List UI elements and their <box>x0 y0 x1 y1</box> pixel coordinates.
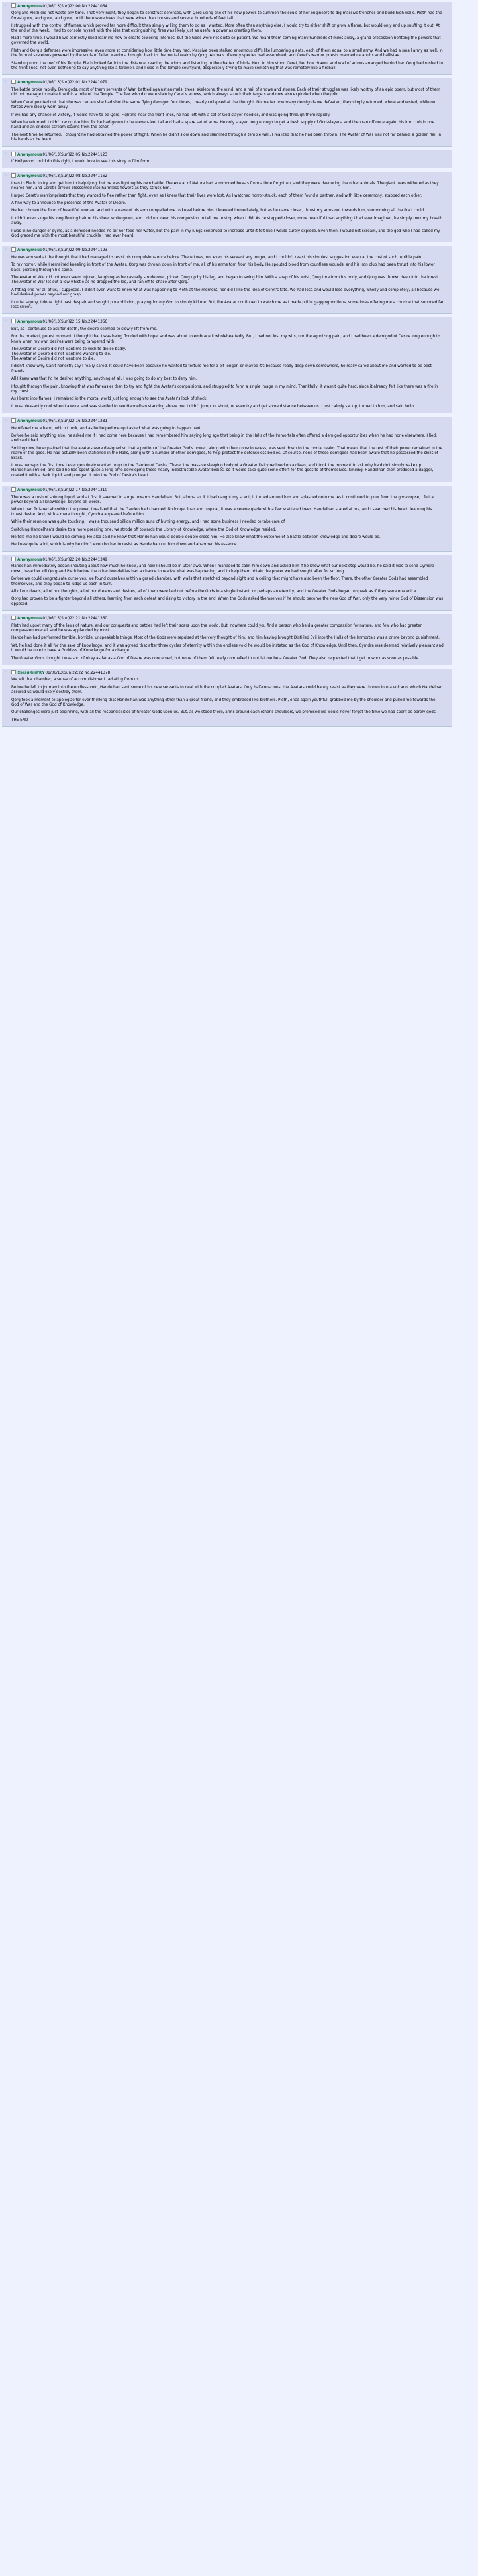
post-date: 01/06/13(Sun)22:16 <box>42 419 81 424</box>
reply-post <box>2 669 452 727</box>
post-paragraph: I ran to Pleth, to try and get him to help Qorg, but he was fighting his own battle. The Avatar of Nature had summoned beasts from a time forgotten, and they were devouring the other animals. The giant trees withered as they neared him, and Ceret's arrows blossomed into harmless flowers as they struck him. <box>11 181 439 191</box>
post-body <box>11 678 444 723</box>
post-number-link[interactable]: No.22441378 <box>84 671 111 675</box>
post-paragraph: When Ceret pointed out that she was certain she had shot the same flying demigod four times, I nearly collapsed at the thought. No matter how many demigods we defeated, they simply returned, whole and rested, while our forces were slowly worn away. <box>11 100 437 110</box>
post-paragraph: He was amused at the thought that I had managed to resist his compulsions once before. There I was, not even his servant any longer, and I couldn't resist his simplest suggestion even at the cost of such terrible pain. <box>11 255 423 260</box>
post-number-link[interactable]: No.22441360 <box>81 617 107 621</box>
poster-name: Anonymous <box>17 81 42 85</box>
post-body <box>11 88 444 143</box>
poster-name: Anonymous <box>17 557 42 562</box>
post-paragraph: Handelhan had performed terrible, horrible, unspeakable things. Most of the Gods were repulsed at the very thought of him, and him having brought Distilled Evil into the Halls of the Immortals was a crime beyond punishment. <box>11 636 440 641</box>
post-select-checkbox[interactable] <box>11 670 16 674</box>
post-number-link[interactable]: No.22441310 <box>81 488 107 493</box>
post-paragraph: He told me he knew I would be coming. He also said he knew that Handelhan would double-double cross him. He also knew what the outcome of a battle between knowledge and desire would be. <box>11 535 381 540</box>
post-paragraph: When I had finished absorbing the power, I realized that the Garden had changed. No longer lush and tropical, it was a serene glade with a few scattered trees. Handelhan stared at me, and I searched his heart, learning his truest desire. And, with a mere thought, Cymdra appeared before him. <box>11 508 432 517</box>
post-date: 01/06/13(Sun)22:15 <box>42 320 81 325</box>
post-number-link[interactable]: No.22441281 <box>81 419 107 424</box>
post-paragraph: For the briefest, purest moment, I thought that I was being flooded with hope, and was about to embrace it wholeheartedly. But, I had not lost my wits, nor the agonizing pain, and I had been a demigod of Desire long enough to know when my own desires were being tampered with. <box>11 335 440 344</box>
post-paragraph: I didn't know why. Can't honestly say I really cared. It could have been because he wanted to torture me for a bit longer, or maybe it's because really deep down somewhere, he really cared about me and wanted to be best friends. <box>11 364 432 374</box>
post-number-link[interactable]: No.22441123 <box>81 152 107 157</box>
post-paragraph: The Avatar of War did not even seem injured, laughing as he casually strode over, picked Qorg up by his leg, and began to swing him. With a snap of his wrist, Qorg tore from his body, and Qorg was thrown deep into the forest. The Avatar of War let out a low whistle as he dropped the leg, and ran off to chase after Qorg. <box>11 276 440 285</box>
post-select-checkbox[interactable] <box>11 80 16 84</box>
post-number-link[interactable]: No.22441162 <box>81 174 107 179</box>
poster-name: Anonymous <box>17 248 42 253</box>
poster-name: Anonymous <box>17 174 42 179</box>
poster-name: Anonymous <box>17 419 42 424</box>
post-paragraph: THE END <box>11 718 28 722</box>
reply-arrow-icon: » <box>4 150 7 156</box>
reply-arrow-icon: » <box>4 318 7 324</box>
reply-post <box>2 486 452 552</box>
reply-arrow-icon: » <box>4 246 7 252</box>
post-paragraph: It was perhaps the first time I ever genuinely wanted to go to the Garden of Desire. There, the massive sleeping body of a Greater Deity reclined on a divan, and I took the moment to ask why he didn't simply wake up. Handelhan smiled, and said he had spent quite a long time developing those nearly-indestructible Avatar bodies, so it would take quite some effort for the gods to of themselves. Smiling, Handelhan then produced a dagger, coated it with a dark liquid, and plunged it into the God of Desire's heart. <box>11 464 434 478</box>
post-paragraph: Qorg and Pleth did not waste any time. That very night, they began to construct defenses, with Qorg using one of his new powers to summon the souls of her engineers to dig massive trenches and build high walls. Pleth had the forest grow, and grow, and grow, until there were trees that were wider than houses and several hundreds of feet tall. <box>11 11 442 21</box>
post-select-checkbox[interactable] <box>11 319 16 323</box>
post-paragraph: When he returned, I didn't recognize him, for he had grown to be eleven-feet tall and had a spare set of arms. He only stayed long enough to get a fresh supply of God-slayers, and then ran off once again, his iron club in one hand and an endless scream issuing from the other. <box>11 120 435 130</box>
reply-post <box>2 246 452 314</box>
post-header <box>11 319 444 325</box>
reply-post <box>2 614 452 665</box>
post-body <box>11 11 444 71</box>
post-paragraph: All of our deeds, all of our thoughts, all of our dreams and desires, all of them were laid out before the Gods in a single instant, or perhaps an eternity, and the Greater Gods began to speak as if they were one voice. <box>11 589 418 594</box>
post-date: 01/06/13(Sun)22:00 <box>42 5 81 9</box>
reply-arrow-icon: » <box>4 3 7 8</box>
post-paragraph: All I knew was that I'd he desired anything, anything at all, I was going to do my best to deny him. <box>11 377 197 382</box>
poster-name: Anonymous <box>17 152 42 157</box>
post-date: 01/06/13(Sun)22:21 <box>42 617 81 621</box>
post-paragraph: Before we could congratulate ourselves, we found ourselves within a grand chamber, with walls that stretched beyond sight and a ceiling that might have also been the floor. There, the other Greater Gods had assembled themselves, and they began to judge us each in turn. <box>11 577 428 586</box>
post-date: 01/06/13(Sun)22:17 <box>42 488 81 493</box>
post-paragraph: The Greater Gods thought I was sort of okay as far as a God of Desire was concerned, but none of them felt really compelled to not let me be a Greater God. They also requested that I get to work as soon as possible. <box>11 656 420 661</box>
post-number-link[interactable]: No.22441064 <box>81 5 107 9</box>
post-paragraph: Yet, he had done it all for the sake of knowledge, and it was agreed that after three cycles of eternity within the endless void he would be instated as the God of Knowledge. Until then, Cymdra was deemed relatively pleasant and it would be nice to have a Goddess of Knowledge for a change. <box>11 643 444 653</box>
post-header <box>11 670 444 676</box>
post-header <box>11 247 444 253</box>
post-header <box>11 173 444 179</box>
post-body <box>11 327 444 409</box>
poster-name: Anonymous <box>17 617 42 621</box>
post-date: 01/06/13(Sun)22:22 <box>45 671 83 675</box>
post-body <box>11 564 444 607</box>
poster-name: Anonymous <box>17 320 42 325</box>
reply-post <box>2 78 452 146</box>
post-paragraph: We left that chamber, a sense of accomplishment radiating from us. <box>11 678 140 682</box>
post-paragraph: Standing upon the roof of his Temple, Pleth looked far into the distance, reading the winds and listening to the chatter of birds. Next to him stood Ceret, her bow drawn, and wall of arrows arranged behind her. Qorg had rushed to the front lines, not even bothering to say anything like a farewell, and I was in the Temple courtyard, desperately trying to make something that was remotely like a fireball. <box>11 61 443 71</box>
post-paragraph: Qorg had proven to be a fighter beyond all others, learning from each defeat and rising to victory in the end. When the Gods asked themselves if he should become the new God of War, only the very minor God of Dissension was opposed. <box>11 597 444 606</box>
post-paragraph: It was pleasantly cool when I awoke, and was startled to see Handelhan standing above me. I didn't jump, or shout, or even try and get some distance between us. I just calmly sat up, turned to him, and said hello. <box>11 404 415 409</box>
post-select-checkbox[interactable] <box>11 173 16 178</box>
post-paragraph: In utter agony, I done right past despair and sought pure oblivion, praying for my God to simply kill me. But, the Avatar continued to watch me as I made pitiful gagging motions, sometimes offering me a chuckle that sounded far less sweet. <box>11 300 444 310</box>
reply-post <box>2 555 452 611</box>
post-body <box>11 427 444 479</box>
post-paragraph: He had chosen the form of beautiful woman, and with a wave of his arm compelled me to kneel before him. I kneeled immediately, but as he came closer, thrust my arms out towards him, summoning all the fire I could. <box>11 209 425 213</box>
reply-arrow-icon: » <box>4 79 7 85</box>
post-paragraph: The next time he returned, I thought he had obtained the power of flight. When he didn't slow down and slammed through a temple wall, I realized that he had been thrown. The Avatar of War was not far behind, a golden flail in his hands as he leapt. <box>11 133 442 142</box>
post-paragraph: Switching Handelhan's desire to a more pressing one, we strode off towards the Library of Knowledge, where the God of Knowledge resided. <box>11 527 277 532</box>
post-select-checkbox[interactable] <box>11 3 16 8</box>
post-number-link[interactable]: No.22441079 <box>81 81 107 85</box>
reply-post <box>2 317 452 413</box>
post-date: 01/06/13(Sun)22:20 <box>42 557 81 562</box>
post-header <box>11 152 444 158</box>
post-paragraph: A fitting end for all of us, I supposed. I didn't even want to know what was happening to Pleth at the moment, nor did I like the idea of Ceret's fate. We had lost, and would lose everything, wholly and completely, all because we had desired power beyond our grasp. <box>11 288 440 297</box>
reply-arrow-icon: » <box>4 486 7 492</box>
post-paragraph: Pleth had upset many of the laws of nature, and our conquests and battles had left their scars upon the world. But, nowhere could you find a person who held a greater compassion for nature, and few who had greater compassion overall, and he was applauded by most. <box>11 623 422 633</box>
post-header <box>11 616 444 621</box>
post-select-checkbox[interactable] <box>11 152 16 156</box>
post-number-link[interactable]: No.22441349 <box>81 557 107 562</box>
post-paragraph: The Avatar of Desire did not want me to wish to die so badly. The Avatar of Desire did not want me wanting to die. The Avatar of Desire did not want me to die. <box>11 347 126 361</box>
reply-post <box>2 172 452 242</box>
reply-post <box>2 417 452 482</box>
post-paragraph: But, as I continued to ask for death, the desire seemed to slowly lift from me. <box>11 327 158 331</box>
post-header <box>11 418 444 424</box>
post-select-checkbox[interactable] <box>11 616 16 620</box>
post-select-checkbox[interactable] <box>11 557 16 561</box>
reply-arrow-icon: » <box>4 555 7 561</box>
post-date: 01/06/13(Sun)22:08 <box>42 174 81 179</box>
reply-post <box>2 150 452 169</box>
reply-arrow-icon: » <box>4 669 7 674</box>
post-paragraph: He knew quite a lot, which is why he didn't even bother to resist as Handelhan cut him down and absorbed his essence. <box>11 543 238 547</box>
post-body <box>11 160 444 164</box>
post-paragraph: Smiling now, he explained that the avatars were designed so that a portion of the Greater God's power, along with their consciousness, was sent down to the mortal realm. That meant that the rest of their power remained in the realm of the gods. He had actually been stationed in the Halls, along with a number of other demigods, to help protect the defenseless bodies. Of course, none of these demigods had been aware that he possessed the skills of Brask. <box>11 446 442 460</box>
poster-name: Anonymous <box>17 5 42 9</box>
post-paragraph: He offered me a hand, which I took, and as he helped me up I asked what was going to happen next. <box>11 426 202 431</box>
post-paragraph: Pleth and Qorg's defenses were impressive, even more so considering how little time they had. Massive trees stalked enormous cliffs like lumbering giants, each of them equal to a small army. And we had a small army as well, in the form of skeletons powered by the souls of fallen warriors, brought back to the mortal realm by Qorg. Animals of every species had assembled, and Ceret's warrior priests manned catapults and ballistae. <box>11 48 443 58</box>
post-select-checkbox[interactable] <box>11 487 16 492</box>
poster-name: !!jesuKmPKY <box>17 671 45 675</box>
post-paragraph: If we had any chance of victory, it would have to be Qorg. Fighting near the front lines, he had left with a set of God-slayer needles, and was going through them rapidly. <box>11 113 330 117</box>
post-paragraph: I urged Ceret's warrior-priests that they wanted to flee rather than fight, even as I knew that their lives were lost. As I watched horror-struck, each of them found a partner, and with little ceremony, stabbed each other. <box>11 193 422 198</box>
post-body <box>11 624 444 661</box>
reply-arrow-icon: » <box>4 615 7 621</box>
post-paragraph: There was a rush of shining liquid, and at first it seemed to surge towards Handelhan. But, almost as if it had caught my scent, it turned around him and splashed onto me. As it continued to pour from the god-corpse, I felt a power beyond all knowledge, beyond all words. <box>11 495 434 505</box>
post-paragraph: As I burst into flames, I remained in the mortal world just long enough to see the Avatar's look of shock. <box>11 397 208 402</box>
post-paragraph: Before he said anything else, he asked me if I had come here because I had remembered him saying long ago that being in the Halls of the Immortals often offered a demigod opportunities when he had none elsewhere. I lied, and said I had. <box>11 433 437 443</box>
post-body <box>11 182 444 239</box>
post-date: 01/06/13(Sun)22:09 <box>42 248 81 253</box>
post-header <box>11 80 444 85</box>
post-number-link[interactable]: No.22441366 <box>81 320 107 325</box>
post-header <box>11 557 444 563</box>
post-paragraph: Handelhan immediately began shouting about how much he knew, and how I should be in utter awe. When I managed to calm him down and asked him if he knew what our next step would be, he said it was to send Cymdra down, have her kill Qorg and Pleth before the other two deities had a chance to realize what was happening, and to help them obtain the power we had sought after for so long. <box>11 564 434 574</box>
post-header <box>11 487 444 493</box>
post-paragraph: To my horror, while I remained kneeling in front of the Avatar, Qorg was thrown down in front of me, all of his arms torn from his body. He spouted blood from countless wounds, and his iron club had been thrust into his lower back, piercing through his spine. <box>11 263 435 272</box>
post-paragraph: If Hollywood could do this right, I would love to see this story in film form. <box>11 159 151 164</box>
post-number-link[interactable]: No.22441193 <box>81 248 107 253</box>
reply-post <box>2 2 452 75</box>
post-paragraph: Our challenges were just beginning, with all the responsibilities of Greater Gods upon us. But, as we stood there, arms around each other's shoulders, we promised we would never forget the time we had spent as barely gods. <box>11 710 437 715</box>
post-paragraph: While their reunion was quite touching, I was a thousand billion million suns of burning energy, and I had some business I needed to take care of. <box>11 520 286 525</box>
poster-name: Anonymous <box>17 488 42 493</box>
post-select-checkbox[interactable] <box>11 247 16 252</box>
reply-arrow-icon: » <box>4 417 7 423</box>
post-paragraph: Before he left to journey into the endless void, Handelhan sent some of his new servants to deal with the crippled Avatars. Only half-conscious, the Avatars could barely resist as they were thrown into a volcano, which Handelhan assured us would likely destroy them. <box>11 685 443 695</box>
post-paragraph: I fought through the pain, knowing that was far easier than to try and fight the Avatar's compulsions, and struggled to form a single image in my mind. Thankfully, it wasn't quite hard, since it already felt like there was a fire in my chest. <box>11 384 438 394</box>
thread <box>0 0 478 727</box>
post-body <box>11 496 444 548</box>
post-paragraph: I was in no danger of dying, as a demigod needed no air nor food nor water, but the pain in my lungs continued to increase until it felt like I would surely explode. Even then, I would not scream, and the god who I had called my God graced me with the most beautiful chuckle I had ever heard. <box>11 229 440 238</box>
post-body <box>11 256 444 311</box>
post-paragraph: The battle broke rapidly. Demigods, most of them servants of War, battled against animals, trees, skeletons, the wind, and a hail of arrows and stones. Each of their struggles was likely worthy of an epic poem, but most of them did not manage to make it within a mile of the Temple. The few who did were slain by Ceret's arrows, which always struck their targets and now also exploded when they did. <box>11 87 440 97</box>
post-date: 01/06/13(Sun)22:01 <box>42 81 81 85</box>
post-paragraph: I struggled with the control of flames, which proved far more difficult than simply willing them to do as I wanted. More often than anything else, I would try to either shift or grow a flame, but would only end up snuffing it out. At the end of the week, I had to console myself with the idea that extinguishing fires was likely just as useful a power as creating them. <box>11 24 440 33</box>
post-paragraph: Had I more time, I would have earnestly liked learning how to create towering infernos, but the Gods were not quite so patient. We heard them coming many hundreds of miles away, a grand procession befitting the powers that governed the world. <box>11 36 441 46</box>
post-header <box>11 3 444 9</box>
reply-arrow-icon: » <box>4 172 7 178</box>
post-paragraph: A fine way to announce the presence of the Avatar of Desire. <box>11 201 126 205</box>
post-paragraph: Qorg took a moment to apologize for ever thinking that Handelhan was anything other than a great friend, and they embraced like brothers. Pleth, once again youthful, grabbed me by the shoulder and pulled me towards the God of War and the God of Knowledge. <box>11 698 436 707</box>
post-paragraph: It didn't even singe his long flowing hair or his sheer white gown, and I did not need his compulsion to tell me to stop when I did. As he stepped closer, more beautiful than anything I had ever imagined, he simply took my breath away. <box>11 216 442 226</box>
post-date: 01/06/13(Sun)22:05 <box>42 152 81 157</box>
post-select-checkbox[interactable] <box>11 418 16 423</box>
